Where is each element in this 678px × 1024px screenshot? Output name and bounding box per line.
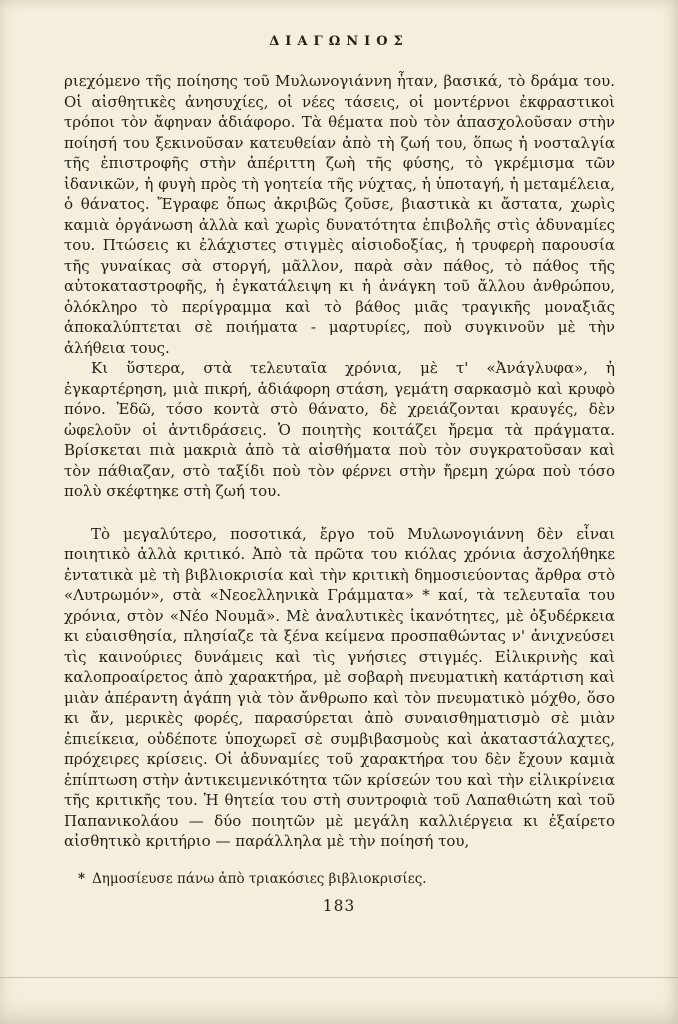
body-text [64, 71, 615, 852]
paragraph-3: Τὸ μεγαλύτερο, ποσοτικά, ἔργο τοῦ Μυλωνογιάννη δὲν εἶναι ποιητικὸ ἀλλὰ κριτικό. Ἀπὸ τὰ πρῶτα του κιόλας χρόνια ἀσχολήθηκε ἐντατικὰ μὲ τὴ βιβλιοκρισία καὶ τὴν κριτικὴ δημοσιεύοντας ἄρθρα στὸ «Λυτρωμόν», στὰ «Νεοελληνικὰ Γράμματα» * καί, τὰ τελευταῖα του χρόνια, στὸν «Νέο Νουμᾶ». Μὲ ἀναλυτικὲς ἱκανότητες, μὲ ὀξυδέρκεια κι εὐαισθησία, πλησίαζε τὰ ξένα κείμενα προσπαθώντας ν' ἀνιχνεύσει τὶς καινούριες δυνάμεις καὶ τὶς γνήσιες στιγμές. Εἰλικρινὴς καὶ καλοπροαίρετος ἀπὸ χαρακτήρα, μὲ σοβαρὴ πνευματικὴ κατάρτιση καὶ μιὰν ἀπέραντη ἀγάπη γιὰ τὸν ἄνθρωπο καὶ τὸν πνευματικὸ μόχθο, ὅσο κι ἄν, μερικὲς φορές, παρασύρεται ἀπὸ συναισθηματισμὸ σὲ μιὰν ἐπιείκεια, οὐδέποτε ὑποχωρεῖ σὲ συμβιβασμοὺς καὶ ἀκαταστάλαχτες, πρόχειρες κρίσεις. Οἱ ἀδυναμίες τοῦ χαρακτήρα του δὲν ἔχουν καμιὰ ἐπίπτωση στὴν ἀντικειμενικότητα τῶν κρίσεών του καὶ τὴν εἰλικρίνεια τῆς κριτικῆς του. Ἡ θητεία του στὴ συντροφιὰ τοῦ Λαπαθιώτη καὶ τοῦ Παπανικολάου — δύο ποιητῶν μὲ μεγάλη καλλιέργεια κι ἐξαίρετο αἰσθητικὸ κριτήριο — παράλληλα μὲ τὴν ποίησή του, [64, 524, 615, 850]
paragraph-continued: ριεχόμενο τῆς ποίησης τοῦ Μυλωνογιάννη ἦταν, βασικά, τὸ δράμα του. Οἱ αἰσθητικὲς ἀνησυχίες, οἱ νέες τάσεις, οἱ μοντέρνοι ἐκφραστικοὶ τρόποι τὸν ἄφηναν ἀδιάφορο. Τὰ θέματα ποὺ τὸν ἀπασχολοῦσαν στὴν ποίησή του ξεκινοῦσαν κατευθείαν ἀπὸ τὴ ζωή του, ὅπως ἡ νοσταλγία τῆς ἐπιστροφῆς στὴν ἀπέριττη ζωὴ τῆς φύσης, τὸ γκρέμισμα τῶν ἰδανικῶν, ἡ φυγὴ πρὸς τὴ γοητεία τῆς νύχτας, ἡ ὑποταγή, ἡ μεταμέλεια, ὁ θάνατος. Ἔγραφε ὅπως ἀκριβῶς ζοῦσε, βιαστικὰ κι ἄστατα, χωρὶς καμιὰ ὀργάνωση ἀλλὰ καὶ χωρὶς δυνατότητα ἐπιβολῆς στὶς ἀδυναμίες του. Πτώσεις κι ἐλάχιστες στιγμὲς αἰσιοδοξίας, ἡ τρυφερὴ παρουσία τῆς γυναίκας σὰ στοργή, μᾶλλον, παρὰ σὰν πάθος, τὸ πάθος τῆς αὐτοκαταστροφῆς, ἡ ἐγκατάλειψη κι ἡ ἀνάγκη τοῦ ἄλλου ἀνθρώπου, ὁλόκληρο τὸ περίγραμμα καὶ τὸ βάθος μιᾶς τραγικῆς μοναξιᾶς ἀποκαλύπτεται σὲ ποιήματα - μαρτυρίες, ποὺ συγκινοῦν μὲ τὴν ἀλήθεια τους. [64, 72, 615, 357]
running-head: ΔΙΑΓΩΝΙΟΣ [269, 34, 409, 49]
page-number: 183 [322, 896, 356, 915]
footnote [78, 870, 615, 888]
footnote-marker: * [78, 870, 86, 887]
footnote-text: Δημοσίευσε πάνω ἀπὸ τριακόσιες βιβλιοκρισίες. [92, 870, 427, 887]
paragraph-2: Κι ὕστερα, στὰ τελευταῖα χρόνια, μὲ τ' «Ἀνάγλυφα», ἡ ἐγκαρτέρηση, μιὰ πικρή, ἀδιάφορη στάση, γεμάτη σαρκασμὸ καὶ κρυφὸ πόνο. Ἐδῶ, τόσο κοντὰ στὸ θάνατο, δὲ χρειάζονται κραυγές, δὲν ὠφελοῦν οἱ ἀντιδράσεις. Ὁ ποιητὴς κοιτάζει ἤρεμα τὰ πράγματα. Βρίσκεται πιὰ μακριὰ ἀπὸ τὰ αἰσθήματα ποὺ τὸν συγκρατοῦσαν καὶ τὸν πάθιαζαν, στὸ ταξίδι ποὺ τὸν φέρνει στὴν ἤρεμη χώρα ποὺ τόσο πολὺ σκέφτηκε στὴ ζωή του. [64, 359, 615, 500]
